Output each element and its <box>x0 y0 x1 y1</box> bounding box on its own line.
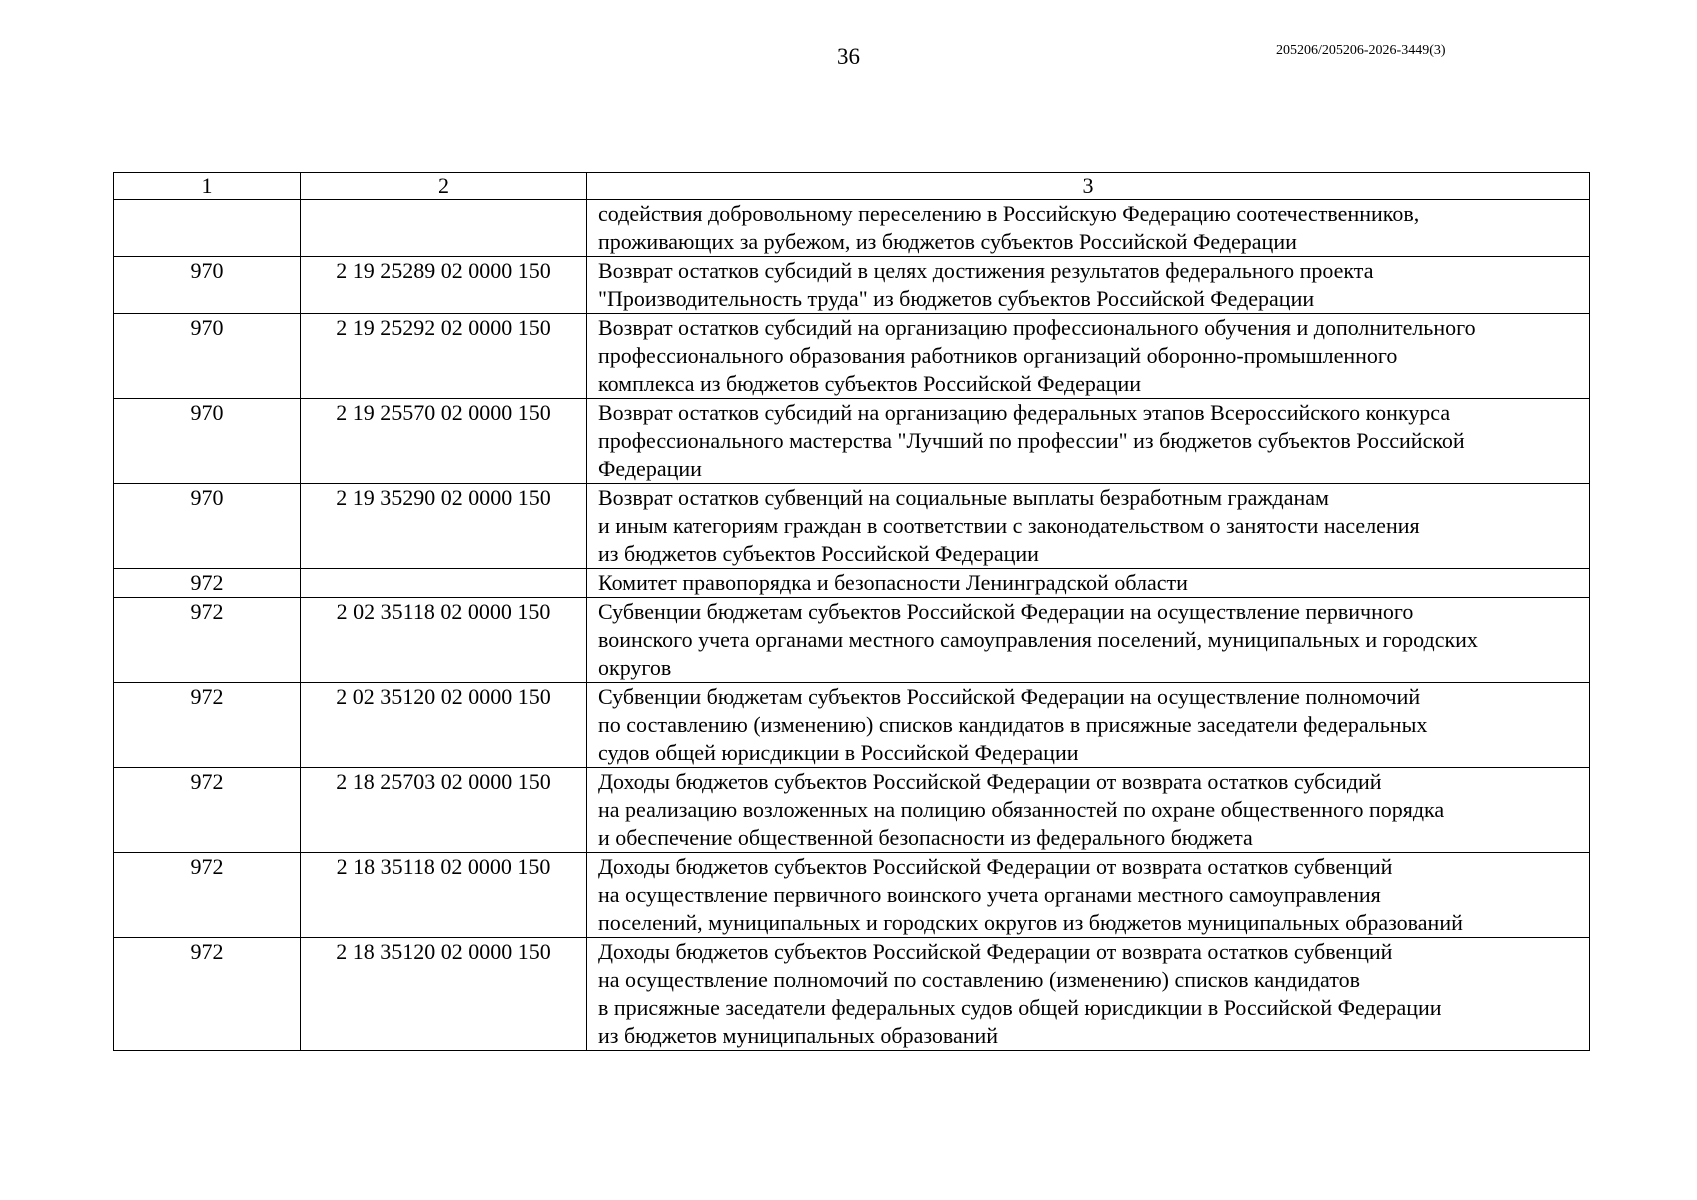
description-line: на осуществление полномочий по составлению (изменению) списков кандидатов <box>598 967 1360 992</box>
description-line: на осуществление первичного воинского учета органами местного самоуправления <box>598 882 1381 907</box>
budget-code-cell: 2 02 35120 02 0000 150 <box>301 683 587 768</box>
description-line: и обеспечение общественной безопасности из федерального бюджета <box>598 825 1253 850</box>
table-row <box>114 399 1590 484</box>
budget-code-cell: 2 19 35290 02 0000 150 <box>301 484 587 569</box>
table-row <box>114 314 1590 399</box>
header-cell-2: 2 <box>301 173 587 200</box>
description-line: комплекса из бюджетов субъектов Российской Федерации <box>598 371 1141 396</box>
description-line: округов <box>598 655 672 680</box>
budget-code-cell: 2 18 35120 02 0000 150 <box>301 938 587 1051</box>
description-line: Субвенции бюджетам субъектов Российской Федерации на осуществление первичного <box>598 599 1414 624</box>
description-line: содействия добровольному переселению в Российскую Федерацию соотечественников, <box>598 201 1420 226</box>
description-cell <box>587 683 1590 768</box>
table-row <box>114 484 1590 569</box>
description-line: Доходы бюджетов субъектов Российской Федерации от возврата остатков субвенций <box>598 854 1393 879</box>
page-number: 36 <box>837 44 860 69</box>
description-cell <box>587 257 1590 314</box>
description-cell <box>587 853 1590 938</box>
admin-code-cell: 970 <box>114 257 301 314</box>
admin-code-cell <box>114 200 301 257</box>
admin-code-cell: 972 <box>114 683 301 768</box>
description-line: профессионального образования работников организаций оборонно-промышленного <box>598 343 1398 368</box>
description-line: поселений, муниципальных и городских округов из бюджетов муниципальных образований <box>598 910 1463 935</box>
admin-code-cell: 970 <box>114 314 301 399</box>
description-line: Возврат остатков субсидий в целях достижения результатов федерального проекта <box>598 258 1374 283</box>
header-cell-1: 1 <box>114 173 301 200</box>
budget-code-cell: 2 02 35118 02 0000 150 <box>301 598 587 683</box>
admin-code-cell: 970 <box>114 484 301 569</box>
description-line: проживающих за рубежом, из бюджетов субъектов Российской Федерации <box>598 229 1297 254</box>
description-cell <box>587 314 1590 399</box>
description-line: на реализацию возложенных на полицию обязанностей по охране общественного порядка <box>598 797 1445 822</box>
description-line: профессионального мастерства "Лучший по профессии" из бюджетов субъектов Российской <box>598 428 1465 453</box>
description-line: Федерации <box>598 456 702 481</box>
description-line: Доходы бюджетов субъектов Российской Федерации от возврата остатков субсидий <box>598 769 1382 794</box>
description-cell <box>587 598 1590 683</box>
table-row <box>114 257 1590 314</box>
budget-code-cell <box>301 569 587 598</box>
header-cell-3: 3 <box>587 173 1590 200</box>
description-cell <box>587 399 1590 484</box>
admin-code-cell: 972 <box>114 938 301 1051</box>
description-cell <box>587 200 1590 257</box>
table-row <box>114 598 1590 683</box>
description-line: Возврат остатков субсидий на организацию профессионального обучения и дополнительного <box>598 315 1476 340</box>
description-cell <box>587 484 1590 569</box>
admin-code-cell: 970 <box>114 399 301 484</box>
description-line: Субвенции бюджетам субъектов Российской Федерации на осуществление полномочий <box>598 684 1421 709</box>
description-line: Комитет правопорядка и безопасности Ленинградской области <box>598 570 1188 595</box>
description-cell <box>587 768 1590 853</box>
description-line: Возврат остатков субсидий на организацию федеральных этапов Всероссийского конкурса <box>598 400 1451 425</box>
budget-code-cell: 2 18 35118 02 0000 150 <box>301 853 587 938</box>
description-line: по составлению (изменению) списков кандидатов в присяжные заседатели федеральных <box>598 712 1428 737</box>
revenue-codes-table <box>113 172 1590 1051</box>
description-cell <box>587 938 1590 1051</box>
budget-code-cell: 2 19 25289 02 0000 150 <box>301 257 587 314</box>
table-row <box>114 938 1590 1051</box>
description-line: и иным категориям граждан в соответствии с законодательством о занятости населения <box>598 513 1420 538</box>
table-header-row <box>114 173 1590 200</box>
admin-code-cell: 972 <box>114 598 301 683</box>
description-line: Возврат остатков субвенций на социальные выплаты безработным гражданам <box>598 485 1329 510</box>
description-line: "Производительность труда" из бюджетов субъектов Российской Федерации <box>598 286 1315 311</box>
description-cell <box>587 569 1590 598</box>
description-line: воинского учета органами местного самоуправления поселений, муниципальных и городских <box>598 627 1478 652</box>
budget-code-cell: 2 19 25570 02 0000 150 <box>301 399 587 484</box>
table-row <box>114 200 1590 257</box>
table-row <box>114 569 1590 598</box>
document-id: 205206/205206-2026-3449(3) <box>1276 43 1446 58</box>
table-row <box>114 683 1590 768</box>
table-row <box>114 853 1590 938</box>
admin-code-cell: 972 <box>114 569 301 598</box>
budget-code-cell <box>301 200 587 257</box>
budget-code-cell: 2 18 25703 02 0000 150 <box>301 768 587 853</box>
description-line: из бюджетов муниципальных образований <box>598 1023 999 1048</box>
description-line: судов общей юрисдикции в Российской Федерации <box>598 740 1079 765</box>
description-line: в присяжные заседатели федеральных судов общей юрисдикции в Российской Федерации <box>598 995 1442 1020</box>
table-body <box>114 173 1590 1051</box>
description-line: Доходы бюджетов субъектов Российской Федерации от возврата остатков субвенций <box>598 939 1393 964</box>
admin-code-cell: 972 <box>114 768 301 853</box>
admin-code-cell: 972 <box>114 853 301 938</box>
budget-code-cell: 2 19 25292 02 0000 150 <box>301 314 587 399</box>
table-row <box>114 768 1590 853</box>
description-line: из бюджетов субъектов Российской Федерации <box>598 541 1039 566</box>
